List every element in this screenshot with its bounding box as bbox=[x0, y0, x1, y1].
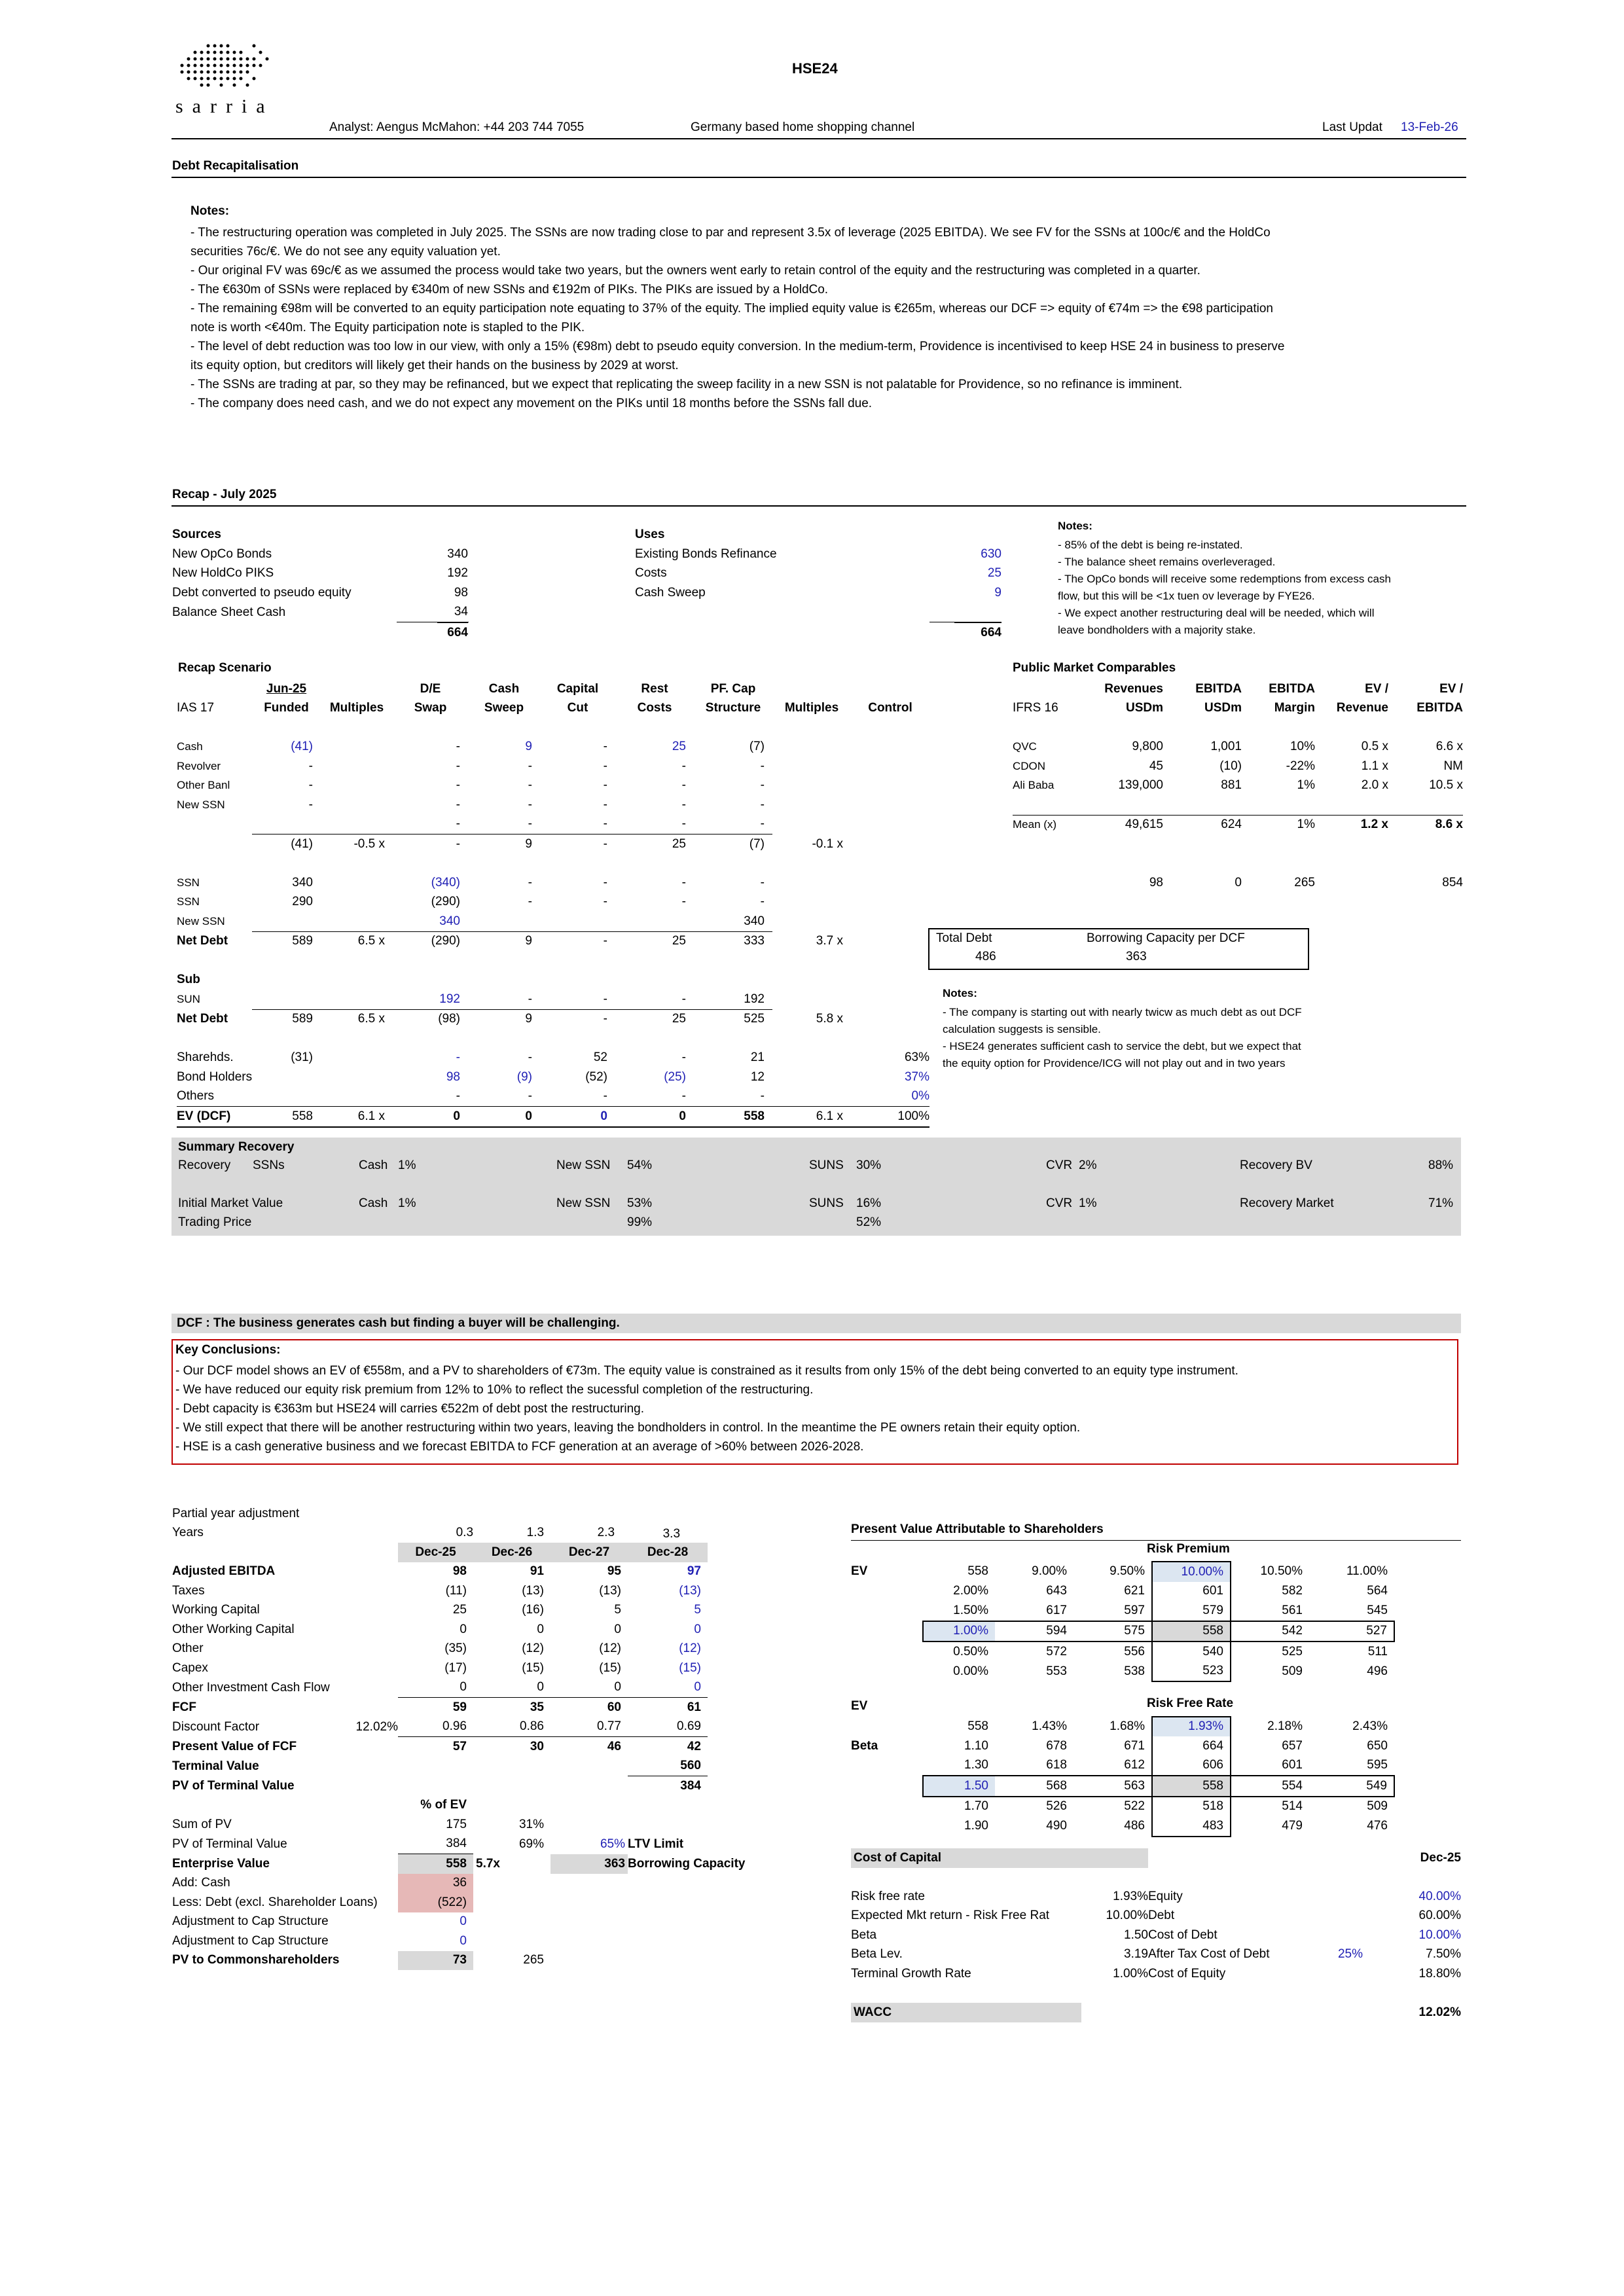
key-conclusions: Key Conclusions: - Our DCF model shows an EV of €558m, and a PV to shareholders of €73m. The equity value is constrained as it results from only 15% of the debt being converted to an equity type instrument. - We have reduced our equity risk premium from 12% to 10% to reflect the sucessful completion of the restructuring. - Debt capacity is €363m but HSE24 will carries €522m of debt post the restructuring. - We still expect that there will be another restructuring within two years, leaving the bondholders in control. In the meantime the PE owners retain their equity option. - HSE is a cash generative business and we forecast EBITDA to FCF generation at an average of >60% between 2026-2028. bbox=[171, 1339, 1458, 1465]
risk-premium-table bbox=[851, 1561, 1395, 1682]
table-row bbox=[177, 1029, 929, 1049]
section-debt-recap: Debt Recapitalisation bbox=[172, 159, 299, 173]
table-row: New HoldCo PIKS 192 bbox=[172, 566, 468, 581]
logo-text: sarria bbox=[175, 96, 274, 117]
analyst: Analyst: Aengus McMahon: +44 203 744 7055 bbox=[329, 120, 585, 134]
table-row: New OpCo Bonds 340 bbox=[172, 547, 468, 561]
recap-side-notes: - 85% of the debt is being re-instated. - The balance sheet remains overleveraged. - The OpCo bonds will receive some redemptions from excess cash flow, but this will be <1x tuen ov leverage by FYE26. - We expect another restructuring deal will be needed, which will leave bondholders with a majority stake. bbox=[1058, 539, 1391, 636]
dcf-title: DCF : The business generates cash but finding a buyer will be challenging. bbox=[171, 1314, 1461, 1333]
recap-scenario-table bbox=[177, 679, 929, 1128]
notes-title: Notes: bbox=[190, 204, 230, 218]
notes-list bbox=[190, 223, 1460, 413]
table-row: Costs 25 bbox=[635, 566, 1001, 581]
table-row: Adjustment to Cap Structure 0 bbox=[172, 1914, 467, 1929]
table-row: Balance Sheet Cash 34 bbox=[172, 605, 468, 619]
table-row: PV to Commonshareholders 73 265 bbox=[172, 1951, 708, 1971]
dcf-table bbox=[172, 1504, 827, 1543]
table-row: Debt converted to pseudo equity 98 bbox=[172, 585, 468, 600]
table-row: Enterprise Value 558 5.7x 363 Borrowing Capacity bbox=[172, 1854, 708, 1874]
table-row: Beta Lev. 3.19 After Tax Cost of Debt 25% 7.50% bbox=[851, 1947, 1461, 1962]
table-row: 1.00% 594 575 558 542 527 bbox=[851, 1621, 1394, 1642]
table-row: Adjusted EBITDA 98 91 95 97 bbox=[172, 1564, 701, 1579]
table-row: Add: Cash 36 bbox=[172, 1874, 708, 1893]
table-row: PV of Terminal Value 384 bbox=[172, 1776, 708, 1796]
table-row: Less: Debt (excl. Shareholder Loans) (522) bbox=[172, 1893, 708, 1912]
table-row: Other Investment Cash Flow 0 0 0 0 bbox=[172, 1680, 701, 1695]
table-row: Existing Bonds Refinance 630 bbox=[635, 547, 1001, 561]
table-row: 98 0 265 854 bbox=[1149, 875, 1463, 889]
table-row: 1.50 568 563 558 554 549 bbox=[851, 1776, 1394, 1797]
comparables-title: Public Market Comparables bbox=[1013, 661, 1176, 675]
page-title: HSE24 bbox=[792, 60, 838, 77]
table-row: 0.50% 572 556 540 525 511 bbox=[851, 1641, 1394, 1662]
table-row: Years 0.3 1.3 2.3 3.3 bbox=[172, 1526, 681, 1541]
table-row: 664 bbox=[172, 622, 468, 643]
table-row: Terminal Value 560 bbox=[172, 1759, 701, 1773]
table-row: 2.00% 643 621 601 582 564 bbox=[851, 1582, 1394, 1602]
table-row: EV (DCF) 558 6.1 x 0 0 0 0 558 6.1 x 100% bbox=[177, 1107, 929, 1127]
table-row bbox=[177, 951, 929, 971]
table-row: New SSN - - - - - - bbox=[177, 797, 765, 812]
comparables-notes-title: Notes: bbox=[943, 987, 977, 999]
table-row: % of EV bbox=[420, 1798, 467, 1812]
comparables-table bbox=[1013, 679, 1463, 893]
table-row: Revolver - - - - - - bbox=[177, 759, 765, 773]
uses-title: Uses bbox=[635, 528, 665, 541]
table-row: Present Value of FCF 57 30 46 42 bbox=[172, 1737, 708, 1757]
table-row: New SSN 340 340 bbox=[177, 914, 765, 928]
table-row: Sum of PV 175 31% bbox=[172, 1817, 544, 1831]
table-row: Expected Mkt return - Risk Free Rat 10.00% Debt 60.00% bbox=[851, 1909, 1461, 1923]
table-row bbox=[177, 854, 929, 874]
recap-side-notes-title: Notes: bbox=[1058, 520, 1092, 532]
table-row: Partial year adjustment bbox=[172, 1506, 300, 1520]
table-row: Cash (41) - 9 - 25 (7) bbox=[177, 740, 765, 754]
table-row: (41) -0.5 x - 9 - 25 (7) -0.1 x bbox=[177, 834, 929, 854]
note: its equity option, but creditors will likely get their hands on the business by 2029 at worst. bbox=[190, 359, 679, 372]
table-row: Dec-25 Dec-26 Dec-27 Dec-28 bbox=[172, 1543, 708, 1562]
table-row: Other (35) (12) (12) (12) bbox=[172, 1641, 701, 1656]
header-row: Revenues EBITDA EBITDA EV / EV / bbox=[1104, 681, 1463, 696]
table-row: QVC 9,800 1,001 10% 0.5 x 6.6 x bbox=[1013, 740, 1463, 754]
table-row: FCF 59 35 60 61 bbox=[172, 1698, 708, 1717]
section-recap: Recap - July 2025 bbox=[172, 488, 277, 501]
note: - The SSNs are trading at par, so they may be refinanced, but we expect that replicating the sweep facility in a new SSN is not palatable for Providence, so no refinance is imminent. bbox=[190, 378, 1183, 391]
table-row: Taxes (11) (13) (13) (13) bbox=[172, 1583, 701, 1598]
note: - The company does need cash, and we do not expect any movement on the PIKs until 18 months before the SSNs fall due. bbox=[190, 397, 873, 410]
table-row: Beta 1.10 678 671 664 657 650 bbox=[851, 1736, 1394, 1756]
wacc-row: WACC 12.02% bbox=[851, 2003, 1461, 2022]
header-row: EV 558 9.00% 9.50% 10.00% 10.50% 11.00% bbox=[851, 1562, 1394, 1582]
table-row: 664 bbox=[635, 622, 1001, 643]
table-row: CDON 45 (10) -22% 1.1 x NM bbox=[1013, 759, 1463, 773]
table-row: Working Capital 25 (16) 5 5 bbox=[172, 1603, 701, 1617]
table-row: 1.30 618 612 606 601 595 bbox=[851, 1756, 1394, 1776]
table-row: Sharehds. (31) - - 52 - 21 63% bbox=[177, 1050, 929, 1065]
pv-shareholders-title: Present Value Attributable to Shareholders bbox=[851, 1522, 1104, 1536]
table-row: Discount Factor 12.02% 0.96 0.86 0.77 0.69 bbox=[172, 1719, 701, 1734]
table-row: PV of Terminal Value 384 69% 65% LTV Limit bbox=[172, 1835, 708, 1854]
table-row: Risk free rate 1.93% Equity 40.00% bbox=[851, 1889, 1461, 1903]
table-row: SSN 290 (290) - - - - bbox=[177, 895, 765, 909]
note: - The €630m of SSNs were replaced by €340m of new SSNs and €192m of PIKs. The PIKs are issued by a HoldCo. bbox=[190, 283, 829, 296]
company-description: Germany based home shopping channel bbox=[691, 120, 915, 134]
table-row: - - - - - bbox=[456, 817, 765, 831]
recap-scenario-title: Recap Scenario bbox=[178, 661, 272, 675]
note: securities 76c/€. We do not see any equity valuation yet. bbox=[190, 245, 501, 259]
table-row: SUN 192 - - - 192 bbox=[177, 992, 765, 1006]
last-update-date: 13-Feb-26 bbox=[1401, 120, 1458, 134]
sources-table bbox=[172, 545, 468, 643]
header-row: IFRS 16 USDm USDm Margin Revenue EBITDA bbox=[1013, 701, 1463, 715]
logo-dots-icon bbox=[175, 41, 274, 92]
table-row: Sub bbox=[177, 973, 200, 987]
cost-of-capital bbox=[851, 1848, 1461, 2022]
table-row: Other Banl - - - - - - bbox=[177, 778, 765, 793]
table-row: Terminal Growth Rate 1.00% Cost of Equity 18.80% bbox=[851, 1966, 1461, 1981]
header-row: Jun-25 D/E Cash Capital Rest PF. Cap bbox=[266, 681, 756, 696]
table-row: Capex (17) (15) (15) (15) bbox=[172, 1660, 701, 1675]
last-update-label: Last Updat bbox=[1322, 120, 1382, 134]
comparables-notes: - The company is starting out with nearly twicw as much debt as out DCF calculation suggests is sensible. - HSE24 generates sufficient cash to service the debt, but we expect that the equity option for Providence/ICG will not play out and in two years bbox=[943, 1006, 1302, 1069]
table-row: Adjustment to Cap Structure 0 bbox=[172, 1933, 467, 1948]
table-row: 1.70 526 522 518 514 509 bbox=[851, 1797, 1394, 1817]
header-row: EV bbox=[851, 1699, 868, 1713]
table-row: Ali Baba 139,000 881 1% 2.0 x 10.5 x bbox=[1013, 778, 1463, 793]
note: note is worth <€40m. The Equity participation note is stapled to the PIK. bbox=[190, 321, 585, 334]
table-row: Beta 1.50 Cost of Debt 10.00% bbox=[851, 1928, 1461, 1942]
table-row: Others - - - - - 0% bbox=[177, 1089, 929, 1103]
table-row: Bond Holders 98 (9) (52) (25) 12 37% bbox=[177, 1069, 929, 1084]
note: - The restructuring operation was completed in July 2025. The SSNs are now trading close to par and represent 3.5x of leverage (2025 EBITDA). We see FV for the SSNs at 100c/€ and the HoldCo bbox=[190, 226, 1271, 240]
note: - The level of debt reduction was too low in our view, with only a 15% (€98m) debt to pseudo equity conversion. In the medium-term, Providence is incentivised to keep HSE 24 in business to preserve bbox=[190, 340, 1285, 353]
table-row: 1.50% 617 597 579 561 545 bbox=[851, 1601, 1394, 1621]
table-row: Net Debt 589 6.5 x (98) 9 - 25 525 5.8 x bbox=[177, 1009, 929, 1029]
mean-row: Mean (x) 49,615 624 1% 1.2 x 8.6 x bbox=[1013, 815, 1463, 834]
header-row: Cost of Capital Dec-25 bbox=[851, 1848, 1461, 1868]
table-row: Net Debt 589 6.5 x (290) 9 - 25 333 3.7 x bbox=[177, 931, 929, 951]
table-row: Cash Sweep 9 bbox=[635, 585, 1001, 600]
table-row: SSN 340 (340) - - - - bbox=[177, 875, 765, 889]
note: - Our original FV was 69c/€ as we assumed the process would take two years, but the owners went early to retain control of the equity and the restructuring was completed in a quarter. bbox=[190, 264, 1200, 278]
logo bbox=[175, 41, 274, 132]
uses-table bbox=[635, 545, 1001, 643]
total-debt-box: Total Debt 486 Borrowing Capacity per DCF 363 bbox=[928, 928, 1309, 970]
table-row: Other Working Capital 0 0 0 0 bbox=[172, 1622, 701, 1636]
table-row: 0.00% 553 538 523 509 496 bbox=[851, 1662, 1394, 1682]
header-row: IAS 17 Funded Multiples Swap Sweep Cut Costs Structure Multiples Control bbox=[177, 701, 912, 715]
risk-free-table bbox=[851, 1696, 1395, 1837]
header-row: 558 1.43% 1.68% 1.93% 2.18% 2.43% bbox=[851, 1717, 1394, 1737]
summary-recovery: Summary Recovery Recovery SSNs Cash 1% New SSN 54% SUNS 30% CVR 2% Recovery BV 88% Initial Market Value Cash 1% New SSN 53% SUNS 16% CVR 1% Recovery Market 71% Trading Price 99% 52% bbox=[171, 1138, 1461, 1236]
table-row: 1.90 490 486 483 479 476 bbox=[851, 1816, 1394, 1837]
sources-title: Sources bbox=[172, 528, 221, 541]
note: - The remaining €98m will be converted to an equity participation note equating to 37% of the equity. The implied equity value is €265m, whereas our DCF => equity of €74m => the €98 participation bbox=[190, 302, 1273, 315]
